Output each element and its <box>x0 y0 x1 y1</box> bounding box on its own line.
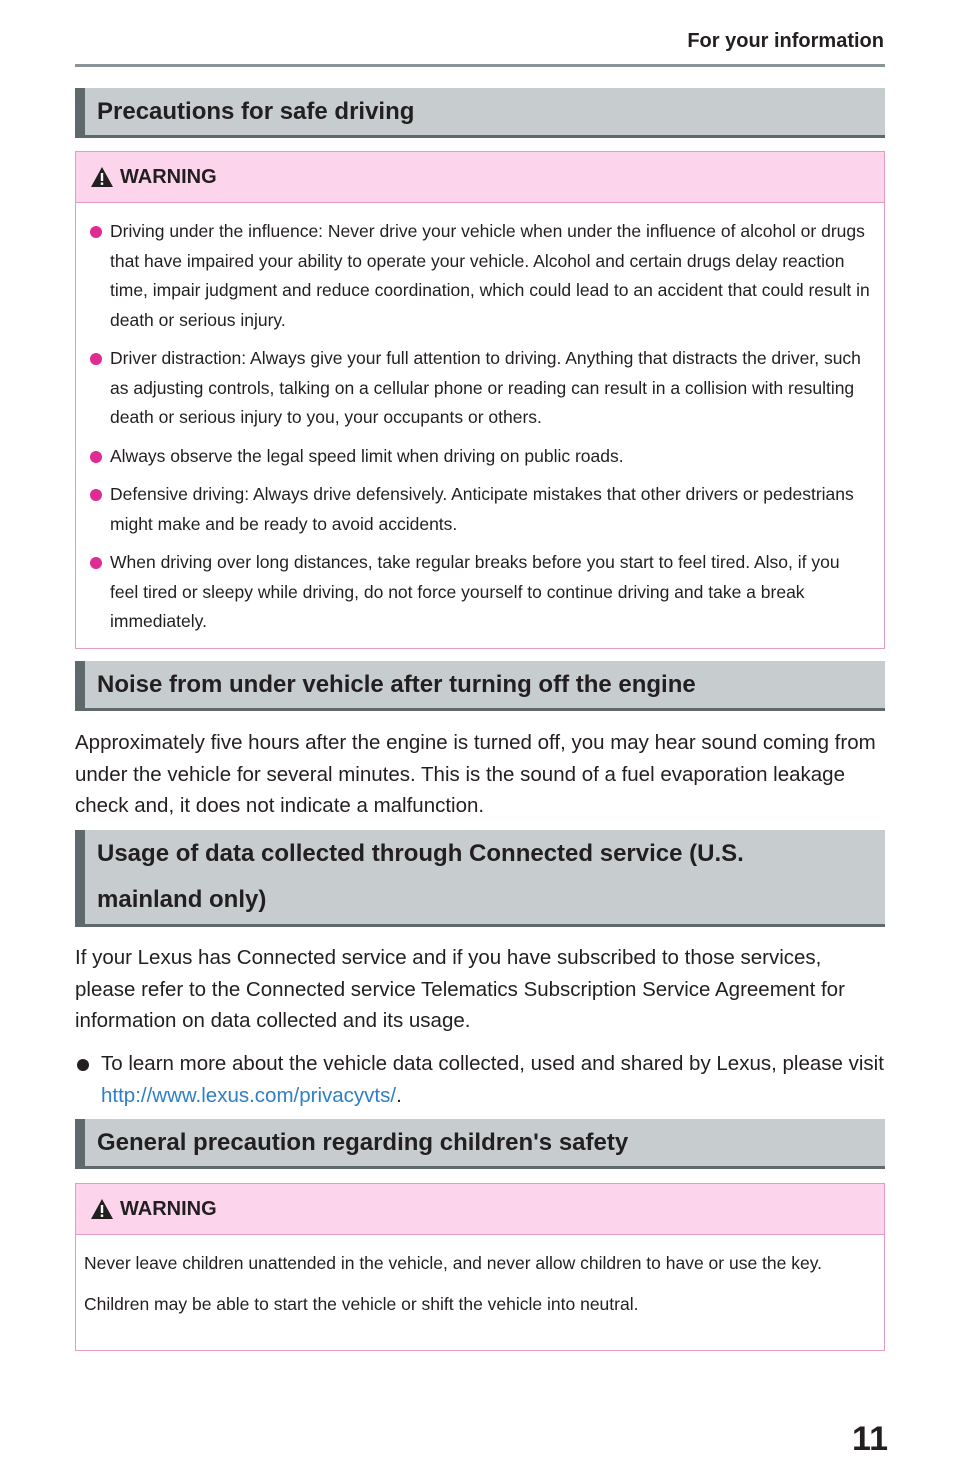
bullet-dot <box>90 557 102 569</box>
warning-item <box>90 344 870 433</box>
section-title: Noise from under vehicle after turning off the engine <box>97 670 696 698</box>
warning-header <box>76 152 884 203</box>
warning-item <box>90 217 870 335</box>
warning-item-text: Driver distraction: Always give your full attention to driving. Anything that distracts the driver, such as adjusting controls, talking on a cellular phone or reading can result in a collision with resulting death or serious injury to you, your occupants or others. <box>110 348 861 427</box>
warning-item <box>90 480 870 539</box>
section-title: Usage of data collected through Connected service (U.S. mainland only) <box>97 840 744 913</box>
warning-paragraph: Children may be able to start the vehicle or shift the vehicle into neutral. <box>84 1293 639 1314</box>
warning-item-text: Always observe the legal speed limit when driving on public roads. <box>110 445 624 466</box>
data-usage-bullet <box>75 1048 887 1111</box>
warning-label: WARNING <box>120 1197 217 1220</box>
warning-triangle-icon <box>90 166 114 188</box>
section-title: Precautions for safe driving <box>97 97 415 125</box>
bullet-dot <box>90 226 102 238</box>
header-rule <box>75 64 885 67</box>
warning-body <box>76 1235 884 1319</box>
warning-item <box>90 442 870 472</box>
warning-box-children <box>75 1183 885 1351</box>
section-heading-children <box>75 1119 885 1169</box>
warning-item-text: When driving over long distances, take regular breaks before you start to feel tired. Also, if you feel tired or sleepy while driving, do not force yourself to continue driving and take a break immediately. <box>110 552 840 631</box>
bullet-end: . <box>396 1083 402 1107</box>
warning-box-safe-driving <box>75 151 885 649</box>
header-title: For your information <box>687 30 884 52</box>
warning-triangle-icon <box>90 1198 114 1220</box>
warning-header <box>76 1184 884 1235</box>
warning-item-text: Defensive driving: Always drive defensively. Anticipate mistakes that other drivers or pedestrians might make and be ready to avoid accidents. <box>110 484 854 534</box>
section-heading-data-usage <box>75 830 885 927</box>
warning-label: WARNING <box>120 165 217 188</box>
section-heading-safe-driving <box>75 88 885 138</box>
warning-item-text: Driving under the influence: Never drive your vehicle when under the influence of alcohol or drugs that have impaired your ability to operate your vehicle. Alcohol and certain drugs delay reaction time, impair judgment and reduce coordination, which could lead to an accident that could result in death or serious injury. <box>110 221 870 330</box>
warning-item <box>90 548 870 637</box>
bullet-dot <box>90 489 102 501</box>
data-usage-paragraph: If your Lexus has Connected service and if you have subscribed to those services, please refer to the Connected service Telematics Subscription Service Agreement for information on data collected and its usage. <box>75 946 845 1032</box>
noise-paragraph: Approximately five hours after the engine is turned off, you may hear sound coming from under the vehicle for several minutes. This is the sound of a fuel evaporation leakage check and, it does not indicate a malfunction. <box>75 731 876 817</box>
page-number: 11 <box>852 1420 888 1458</box>
bullet-text: To learn more about the vehicle data collected, used and shared by Lexus, please visit <box>101 1052 884 1075</box>
privacy-link[interactable]: http://www.lexus.com/privacyvts/ <box>101 1083 397 1107</box>
warning-paragraph: Never leave children unattended in the vehicle, and never allow children to have or use the key. <box>84 1253 823 1273</box>
bullet-dot <box>90 451 102 463</box>
bullet-dot <box>77 1059 89 1071</box>
section-title: General precaution regarding children's safety <box>97 1128 629 1156</box>
warning-body <box>76 203 884 637</box>
section-heading-noise <box>75 661 885 711</box>
bullet-dot <box>90 353 102 365</box>
